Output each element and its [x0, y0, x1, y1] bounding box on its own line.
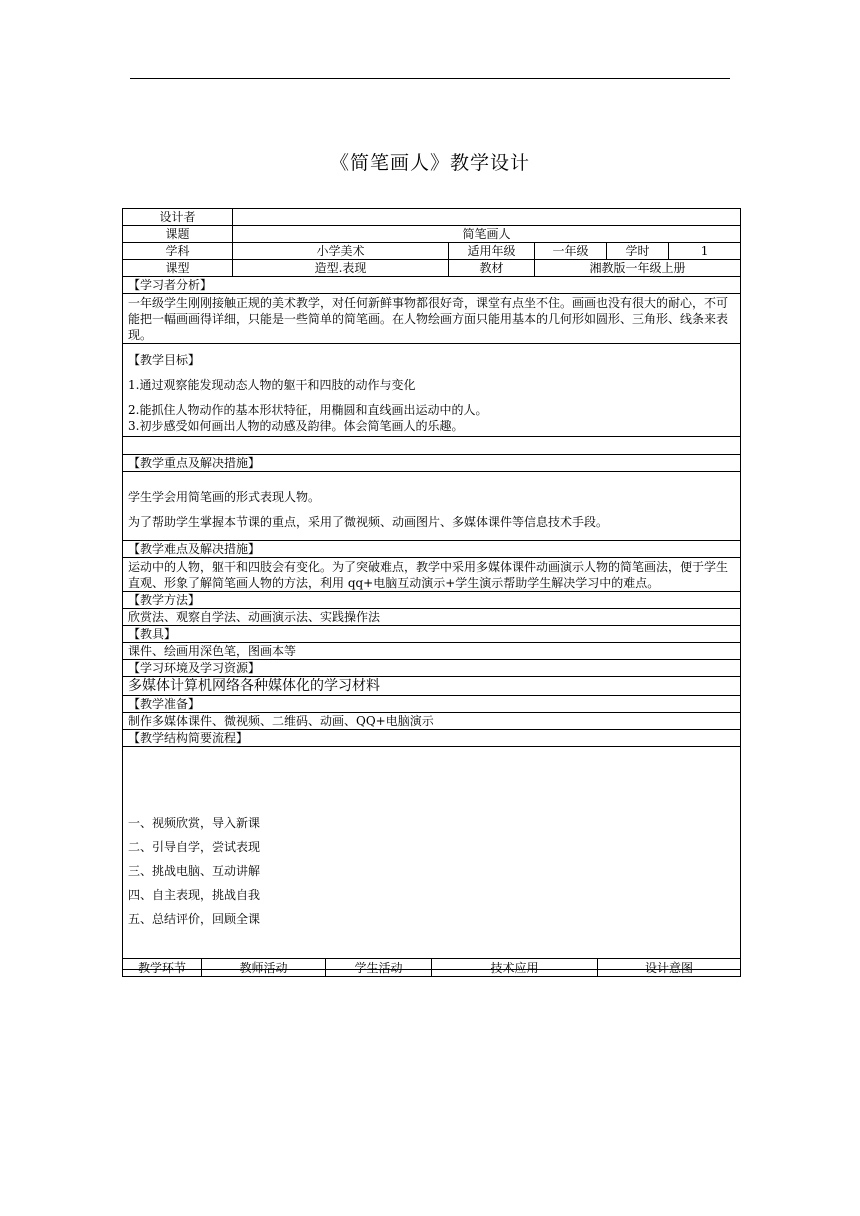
- focus-heading: 【教学重点及解决措施】: [123, 455, 741, 472]
- header-design-intent: 设计意图: [598, 959, 741, 977]
- learner-heading-row: [123, 277, 741, 294]
- topic-row: [123, 226, 741, 243]
- header-stage: 教学环节: [123, 959, 202, 977]
- focus-cell: [123, 472, 741, 541]
- tools-body-row: [123, 643, 741, 660]
- focus-item: 学生学会用简笔画的形式表现人物。: [128, 489, 321, 504]
- topic-value: 简笔画人: [233, 226, 741, 243]
- flow-item: 四、自主表现，挑战自我: [128, 888, 261, 902]
- designer-label: 设计者: [123, 209, 233, 226]
- document-title: 《简笔画人》教学设计: [329, 152, 530, 174]
- flow-item: 一、视频欣赏，导入新课: [128, 816, 261, 830]
- difficulty-text: 运动中的人物，躯干和四肢会有变化。为了突破难点，教学中采用多媒体课件动画演示人物的简笔画法，便于学生直观、形象了解简笔画人物的方法，利用 qq+电脑互动演示+学生演示帮助学生解决学习中的难点。: [123, 558, 741, 592]
- grade-value: 一年级: [535, 243, 607, 260]
- header-teacher-activity: 教师活动: [202, 959, 326, 977]
- flow-item: 五、总结评价，回顾全课: [128, 912, 261, 926]
- difficulty-body-row: [123, 558, 741, 592]
- method-text: 欣赏法、观察自学法、动画演示法、实践操作法: [123, 609, 741, 626]
- topic-label: 课题: [123, 226, 233, 243]
- environment-text: 多媒体计算机网络各种媒体化的学习材料: [123, 677, 741, 696]
- grade-label: 适用年级: [449, 243, 535, 260]
- preparation-heading: 【教学准备】: [123, 696, 741, 713]
- method-heading: 【教学方法】: [123, 592, 741, 609]
- environment-body-row: [123, 677, 741, 696]
- subject-row: [123, 243, 741, 260]
- subject-label: 学科: [123, 243, 233, 260]
- tools-heading: 【教具】: [123, 626, 741, 643]
- designer-value: [233, 209, 741, 226]
- hours-label: 学时: [607, 243, 669, 260]
- header-technology: 技术应用: [432, 959, 598, 977]
- type-value: 造型.表现: [233, 260, 449, 277]
- header-rule: [130, 78, 730, 79]
- spacer-row: [123, 437, 741, 455]
- flow-heading-row: [123, 730, 741, 747]
- learner-body-row: [123, 294, 741, 344]
- difficulty-heading: 【教学难点及解决措施】: [123, 541, 741, 558]
- tools-heading-row: [123, 626, 741, 643]
- header-student-activity: 学生活动: [326, 959, 432, 977]
- preparation-body-row: [123, 713, 741, 730]
- goals-row: [123, 344, 741, 437]
- learner-text: 一年级学生刚刚接触正规的美术教学，对任何新鲜事物都很好奇，课堂有点坐不住。画画也没有很大的耐心，不可能把一幅画画得详细，只能是一些简单的简笔画。在人物绘画方面只能用基本的几何形如圆形、三角形、线条来表现。: [123, 294, 741, 344]
- flow-item: 二、引导自学，尝试表现: [128, 840, 261, 854]
- type-label: 课型: [123, 260, 233, 277]
- flow-cell: [123, 747, 741, 970]
- goals-heading: 【教学目标】: [128, 353, 201, 367]
- environment-heading-row: [123, 660, 741, 677]
- flow-body-row: [123, 747, 741, 970]
- hours-value: 1: [669, 243, 741, 260]
- focus-item: 为了帮助学生掌握本节课的重点，采用了微视频、动画图片、多媒体课件等信息技术手段。: [128, 514, 609, 529]
- goal-item: 2.能抓住人物动作的基本形状特征，用椭圆和直线画出运动中的人。: [128, 403, 488, 417]
- method-body-row: [123, 609, 741, 626]
- textbook-value: 湘教版一年级上册: [535, 260, 741, 277]
- goal-item: 1.通过观察能发现动态人物的躯干和四肢的动作与变化: [128, 378, 416, 392]
- learner-heading: 【学习者分析】: [123, 277, 741, 294]
- activity-header-table: [122, 958, 741, 977]
- focus-body-row: [123, 472, 741, 541]
- goals-cell: [123, 344, 741, 437]
- environment-heading: 【学习环境及学习资源】: [123, 660, 741, 677]
- focus-heading-row: [123, 455, 741, 472]
- flow-heading: 【教学结构简要流程】: [123, 730, 741, 747]
- type-row: [123, 260, 741, 277]
- empty-cell: [123, 437, 741, 455]
- goal-item: 3.初步感受如何画出人物的动感及韵律。体会简笔画人的乐趣。: [128, 419, 464, 433]
- tools-text: 课件、绘画用深色笔，图画本等: [123, 643, 741, 660]
- subject-value: 小学美术: [233, 243, 449, 260]
- preparation-heading-row: [123, 696, 741, 713]
- lesson-plan-table: [122, 208, 741, 970]
- textbook-label: 教材: [449, 260, 535, 277]
- designer-row: [123, 209, 741, 226]
- method-heading-row: [123, 592, 741, 609]
- preparation-text: 制作多媒体课件、微视频、二维码、动画、QQ+电脑演示: [123, 713, 741, 730]
- flow-item: 三、挑战电脑、互动讲解: [128, 864, 261, 878]
- activity-header-row: [123, 959, 741, 977]
- difficulty-heading-row: [123, 541, 741, 558]
